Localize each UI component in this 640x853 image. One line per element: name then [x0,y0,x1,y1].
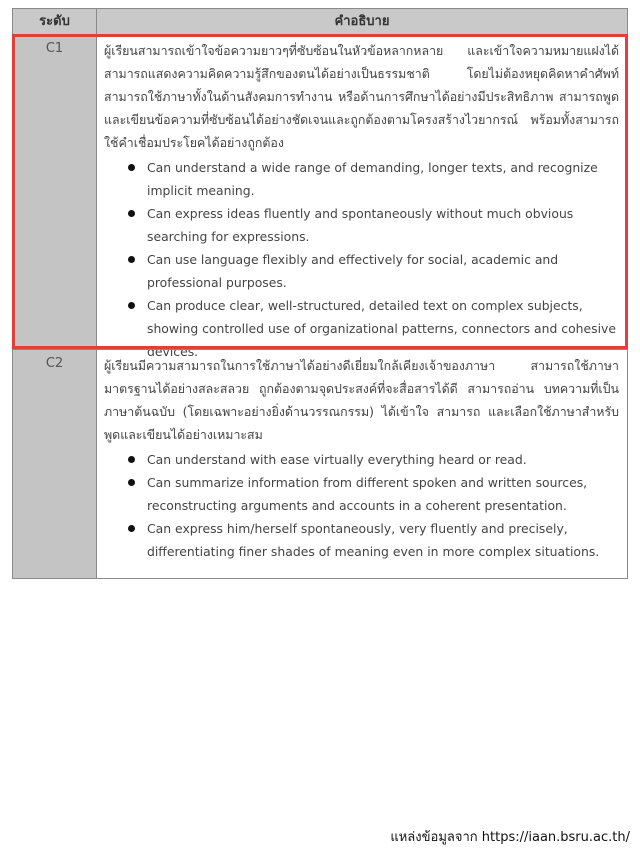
list-item: Can produce clear, well-structured, detailed text on complex subjects, showing controlled use of organizational patterns, connectors and cohesive devices. [147,294,619,363]
level-cell: C1 [13,35,97,349]
cefr-level-table [12,8,628,579]
header-description: คำอธิบาย [334,14,390,29]
list-item: Can express ideas fluently and spontaneously without much obvious searching for expressions. [147,202,619,248]
description-cell [97,350,627,578]
table-row-c1 [13,35,627,359]
description-cell [97,35,627,359]
source-credit: แหล่งข้อมูลจาก https://iaan.bsru.ac.th/ [390,830,630,845]
level-cell: C2 [13,350,97,578]
header-level: ระดับ [13,9,97,34]
bullet-list [104,448,619,563]
table-header [13,9,627,35]
table-row-c2 [13,349,627,578]
thai-description: ผู้เรียนสามารถเข้าใจข้อความยาวๆที่ซับซ้อนในหัวข้อหลากหลาย และเข้าใจความหมายแฝงได้ สามารถแสดงความคิดความรู้สึกของตนได้อย่างเป็นธรรมชาติ โดยไม่ต้องหยุดคิดหาคำศัพท์ สามารถใช้ภาษาทั้งในด้านสังคมการทำงาน หรือด้านการศึกษาได้อย่างมีประสิทธิภาพ สามารถพูดและเขียนข้อความที่ซับซ้อนได้อย่างชัดเจนและถูกต้องตามโครงสร้างไวยากรณ์ พร้อมทั้งสามารถใช้คำเชื่อมประโยคได้อย่างถูกต้อง [104,43,619,150]
list-item: Can summarize information from different spoken and written sources, reconstructing arguments and accounts in a coherent presentation. [147,471,619,517]
list-item: Can understand with ease virtually everything heard or read. [147,448,619,471]
bullet-list [104,156,619,363]
list-item: Can express him/herself spontaneously, very fluently and precisely, differentiating finer shades of meaning even in more complex situations. [147,517,619,563]
list-item: Can use language flexibly and effectively for social, academic and professional purposes. [147,248,619,294]
thai-description: ผู้เรียนมีความสามารถในการใช้ภาษาได้อย่างดีเยี่ยมใกล้เคียงเจ้าของภาษา สามารถใช้ภาษามาตรฐานได้อย่างสละสลวย ถูกต้องตามจุดประสงค์ที่จะสื่อสารได้ดี สามารถอ่าน บทความที่เป็นภาษาต้นฉบับ (โดยเฉพาะอย่างยิ่งด้านวรรณกรรม) ได้เข้าใจ สามารถ และเลือกใช้ภาษาสำหรับพูดและเขียนได้อย่างเหมาะสม [104,358,619,442]
list-item: Can understand a wide range of demanding, longer texts, and recognize implicit meaning. [147,156,619,202]
